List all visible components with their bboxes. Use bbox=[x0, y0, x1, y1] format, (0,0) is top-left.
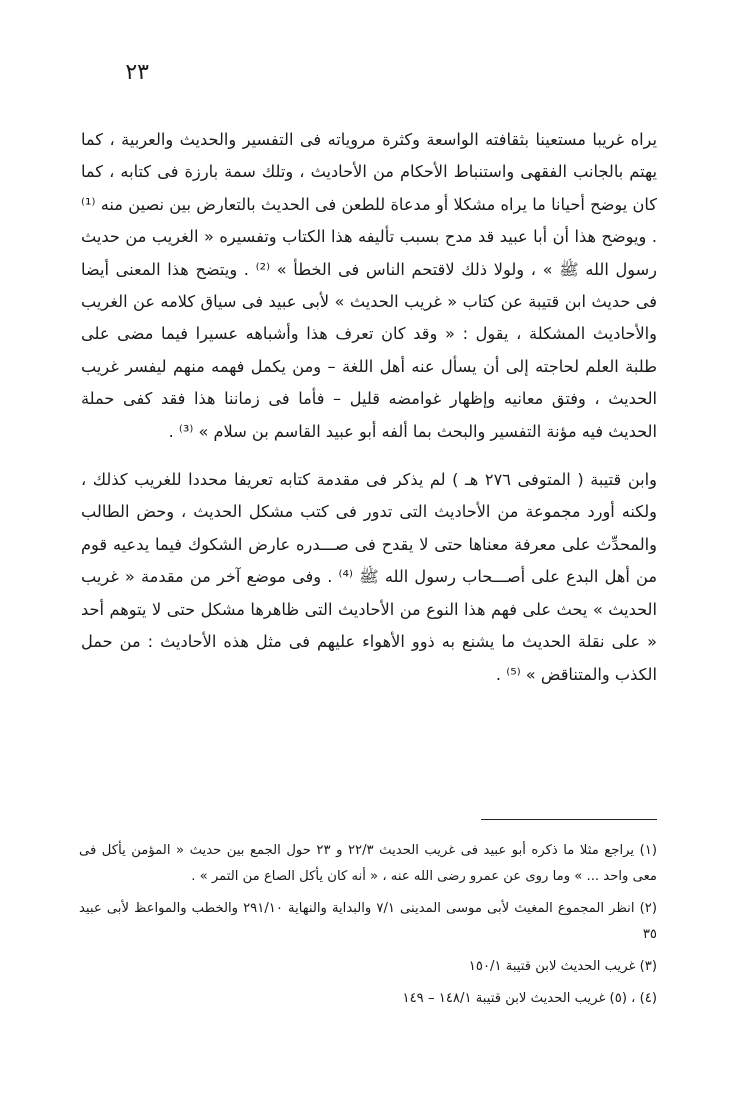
footnote-divider bbox=[481, 819, 657, 820]
page-number: ٢٣ bbox=[125, 60, 149, 85]
paragraph-2: وابن قتيبة ( المتوفى ٢٧٦ هـ ) لم يذكر فى مقدمة كتابه تعريفا محددا للغريب كذلك ، ولكنه أورد مجموعة من الأحاديث التى تدور فى كتب مشكل الحديث ، وحض الطالب والمحدِّث على معرفة معناها حتى لا يقدح فى صـــدره عارض الشكوك فيما يدعيه قوم من أهل البدع على أصـــحاب رسول الله ﷺ ⁽⁴⁾ . وفى موضع آخر من مقدمة « غريب الحديث » يحث على فهم هذا النوع من الأحاديث التى ظاهرها مشكل حتى لا يتوهم أحد « على نقلة الحديث ما يشنع به ذوو الأهواء عليهم فى مثل هذه الأحاديث : من حمل الكذب والمتناقض » ⁽⁵⁾ . bbox=[81, 470, 657, 684]
footnote-2: (٢) انظر المجموع المغيث لأبى موسى المدينى ٧/١ والبداية والنهاية ٢٩١/١٠ والخطب والمواعظ لأبى عبيد ٣٥ bbox=[79, 901, 657, 942]
main-text bbox=[81, 124, 657, 691]
footnote-4-5: (٤) ، (٥) غريب الحديث لابن قتيبة ١٤٨/١ – ١٤٩ bbox=[402, 991, 657, 1006]
footnotes bbox=[79, 838, 657, 1012]
footnote-1: (١) يراجع مثلا ما ذكره أبو عبيد فى غريب الحديث ٢٢/٣ و ٢٣ حول الجمع بين حديث « المؤمن يأكل فى معى واحد ... » وما روى عن عمرو رضى الله عنه ، « أنه كان يأكل الصاع من التمر » . bbox=[79, 843, 657, 884]
footnote-3: (٣) غريب الحديث لابن قتيبة ١٥٠/١ bbox=[468, 959, 657, 974]
paragraph-1: يراه غريبا مستعينا بثقافته الواسعة وكثرة مروياته فى التفسير والحديث والعربية ، كما يهتم بالجانب الفقهى واستنباط الأحكام من الأحاديث ، وتلك سمة بارزة فى كتابه ، كما كان يوضح أحيانا ما يراه مشكلا أو مدعاة للطعن فى الحديث بالتعارض بين نصين منه ⁽¹⁾ . ويوضح هذا أن أبا عبيد قد مدح بسبب تأليفه هذا الكتاب وتفسيره « الغريب من حديث رسول الله ﷺ » ، ولولا ذلك لاقتحم الناس فى الخطأ » ⁽²⁾ . ويتضح هذا المعنى أيضا فى حديث ابن قتيبة عن كتاب « غريب الحديث » لأبى عبيد فى سياق كلامه عن الغريب والأحاديث المشكلة ، يقول : « وقد كان تعرف هذا وأشباهه عسيرا فيما مضى على طلبة العلم لحاجته إلى أن يسأل عنه أهل اللغة – ومن يكمل فهمه منهم ليفسر غريب الحديث ، وفتق معانيه وإظهار غوامضه قليل – فأما فى زماننا هذا فقد كفى حملة الحديث فيه مؤنة التفسير والبحث بما ألفه أبو عبيد القاسم بن سلام » ⁽³⁾ . bbox=[81, 130, 657, 441]
